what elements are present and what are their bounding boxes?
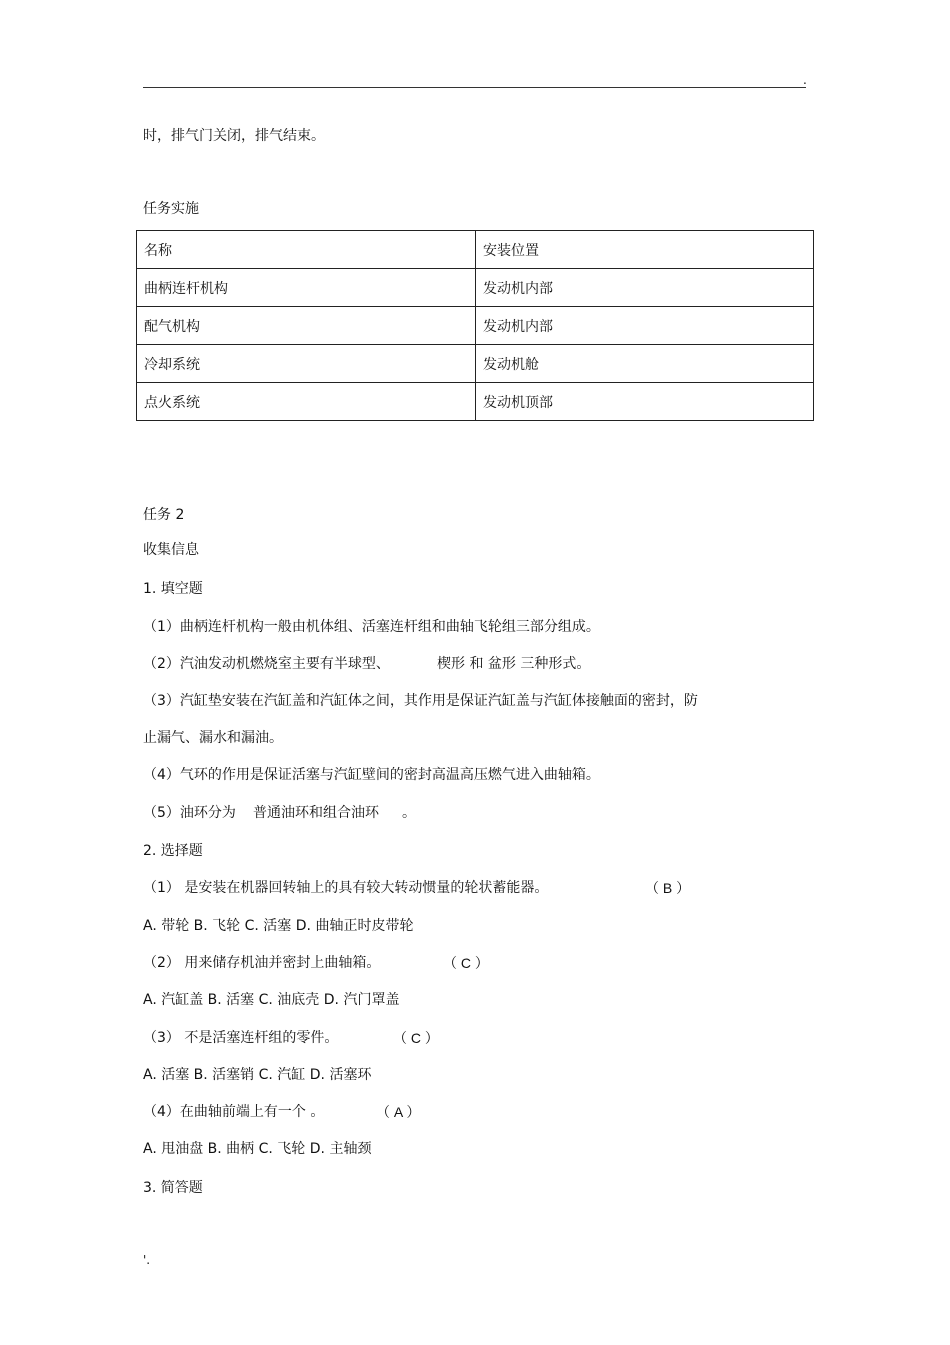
choice-q3-answer: （ C ） [393,1030,439,1046]
fill-q5-end: 。 [402,805,416,821]
table-cell: 发动机内部 [476,269,814,307]
choice-q1-text: （1） 是安装在机器回转轴上的具有较大转动惯量的轮状蓄能器。 [143,880,549,896]
task2-subtitle: 收集信息 [143,542,199,558]
choice-q1-options: A. 带轮 B. 飞轮 C. 活塞 D. 曲轴正时皮带轮 [143,918,414,934]
table-row [137,269,814,307]
table-cell: 冷却系统 [137,345,476,383]
header-rule [143,87,806,88]
fill-q5-part1: （5）油环分为 [143,805,236,821]
choice-q4-options: A. 甩油盘 B. 曲柄 C. 飞轮 D. 主轴颈 [143,1141,372,1157]
table-row [137,307,814,345]
short-heading: 3. 简答题 [143,1180,203,1196]
choice-q3-text: （3） 不是活塞连杆组的零件。 [143,1030,339,1046]
fill-q2-part2: 楔形 和 盆形 三种形式。 [437,656,591,672]
header-mark: . [803,73,807,87]
table-row [137,345,814,383]
choice-q4-text: （4）在曲轴前端上有一个 。 [143,1104,325,1120]
fill-q3-line2: 止漏气、漏水和漏油。 [143,730,283,746]
fill-q2-part1: （2）汽油发动机燃烧室主要有半球型、 [143,656,390,672]
task2-title: 任务 2 [143,507,185,523]
choice-heading: 2. 选择题 [143,843,203,859]
footer-mark: '. [143,1253,151,1267]
install-table [136,230,814,421]
choice-q2-answer: （ C ） [443,955,489,971]
fill-q4: （4）气环的作用是保证活塞与汽缸壁间的密封高温高压燃气进入曲轴箱。 [143,767,600,783]
table-row [137,383,814,421]
table-header-name: 名称 [137,231,476,269]
table-cell: 点火系统 [137,383,476,421]
fill-q3-line1: （3）汽缸垫安装在汽缸盖和汽缸体之间，其作用是保证汽缸盖与汽缸体接触面的密封，防 [143,693,698,709]
choice-q3-options: A. 活塞 B. 活塞销 C. 汽缸 D. 活塞环 [143,1067,372,1083]
table-cell: 曲柄连杆机构 [137,269,476,307]
fill-q5-answer: 普通油环和组合油环 [253,805,379,821]
table-cell: 配气机构 [137,307,476,345]
table-header-row [137,231,814,269]
table-header-location: 安装位置 [476,231,814,269]
choice-q1-answer: （ B ） [645,880,691,896]
table-cell: 发动机顶部 [476,383,814,421]
fill-heading: 1. 填空题 [143,581,203,597]
choice-q2-text: （2） 用来储存机油并密封上曲轴箱。 [143,955,381,971]
top-line: 时，排气门关闭，排气结束。 [143,128,325,144]
table-cell: 发动机内部 [476,307,814,345]
task-impl-title: 任务实施 [143,201,199,217]
choice-q4-answer: （ A ） [376,1104,421,1120]
table-cell: 发动机舱 [476,345,814,383]
fill-q1: （1）曲柄连杆机构一般由机体组、活塞连杆组和曲轴飞轮组三部分组成。 [143,619,600,635]
choice-q2-options: A. 汽缸盖 B. 活塞 C. 油底壳 D. 汽门罩盖 [143,992,400,1008]
